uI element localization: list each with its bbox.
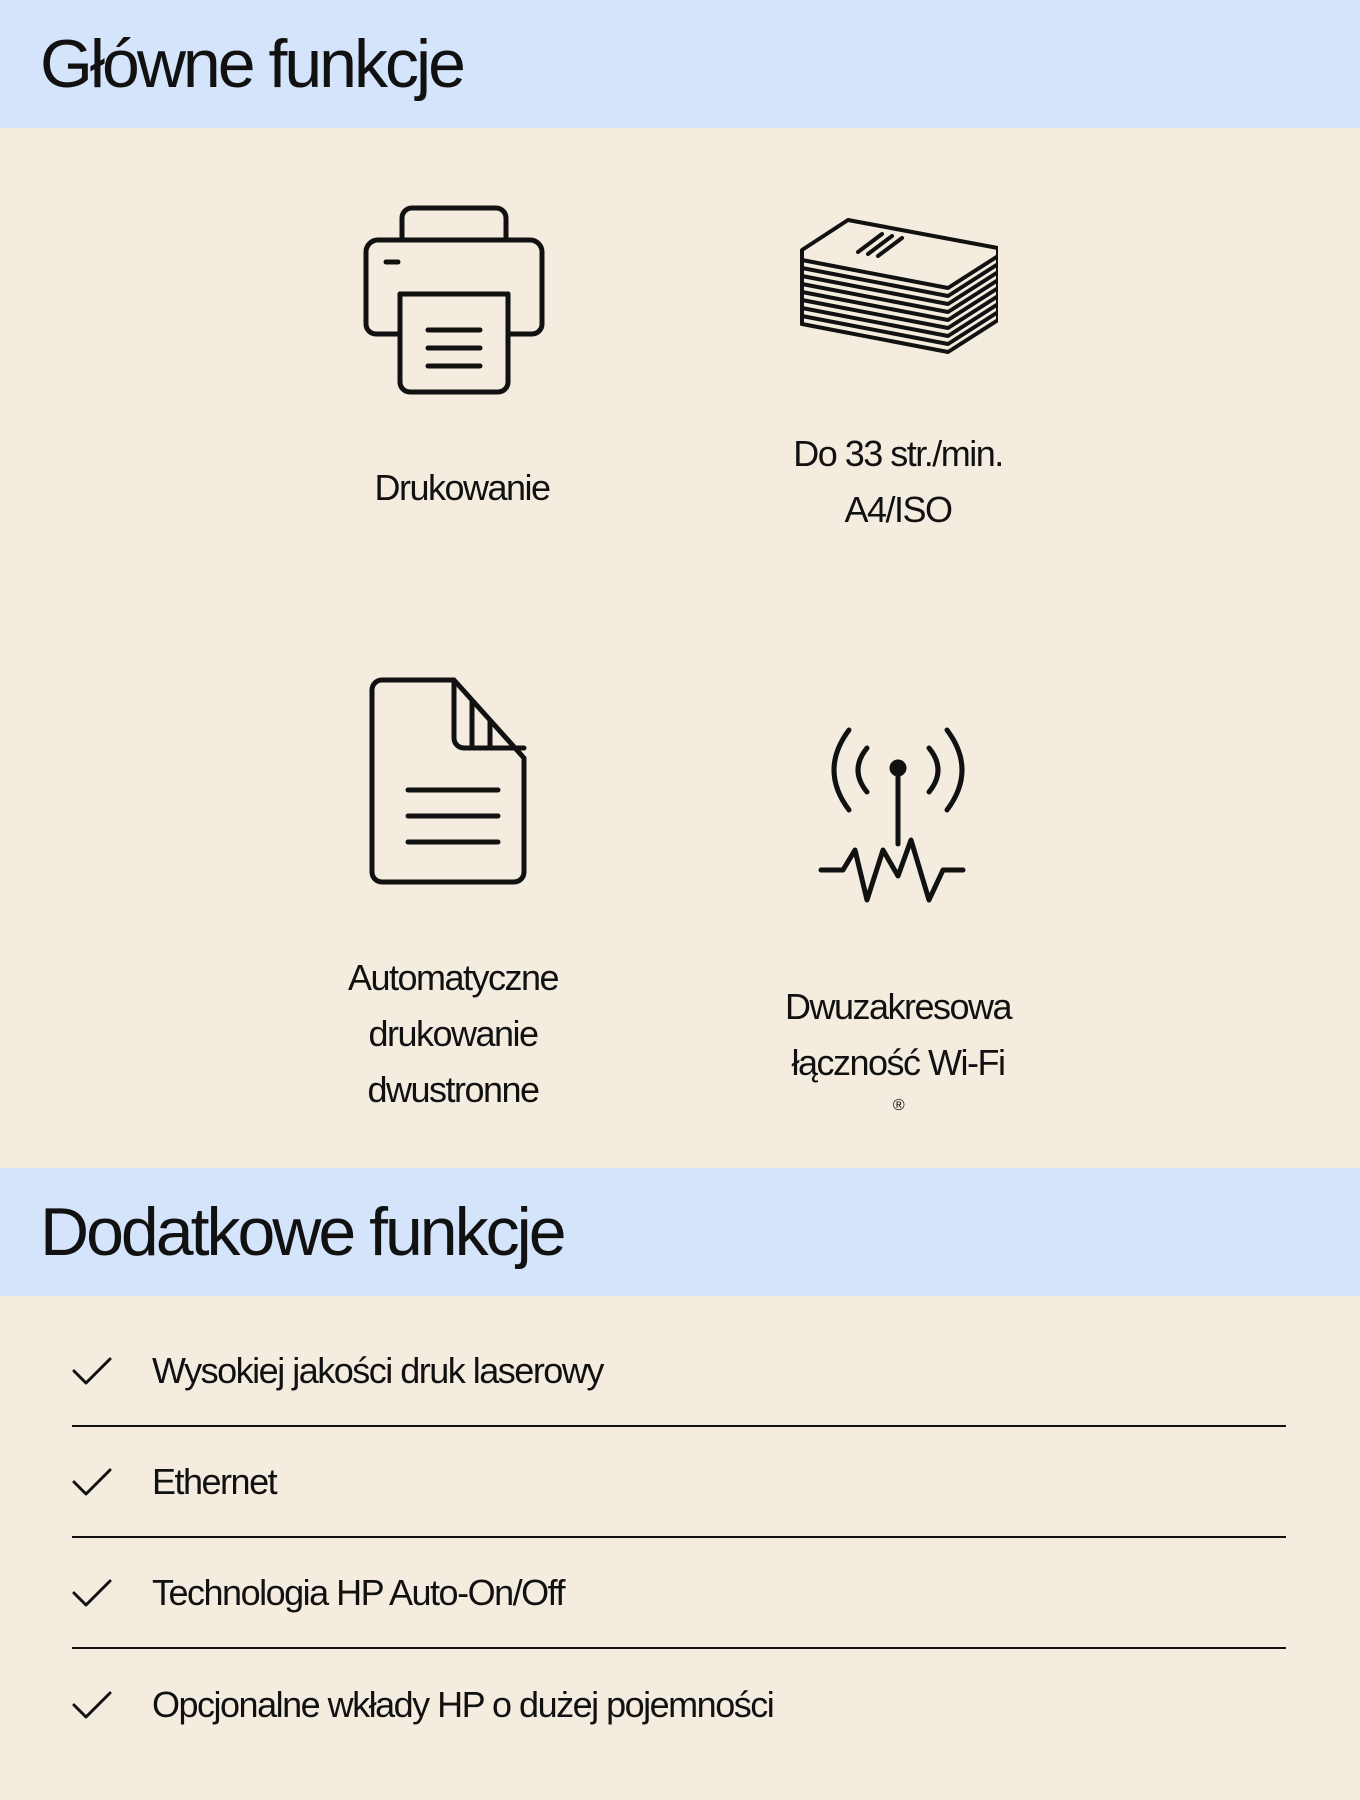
checkmark-icon — [72, 1351, 112, 1391]
feature-duplex — [283, 676, 623, 1118]
feature-speed — [728, 200, 1068, 538]
list-item-label: Technologia HP Auto-On/Off — [152, 1571, 564, 1613]
main-features-header — [0, 0, 1360, 128]
feature-printing-label: Drukowanie — [374, 467, 550, 508]
list-item-label: Wysokiej jakości druk laserowy — [152, 1349, 603, 1391]
main-features-title: Główne funkcje — [40, 26, 463, 102]
printer-icon — [362, 200, 562, 400]
feature-printing — [292, 200, 632, 516]
checkmark-icon — [72, 1573, 112, 1613]
list-item — [72, 1649, 1286, 1760]
checkmark-icon — [72, 1685, 112, 1725]
list-item — [72, 1316, 1286, 1427]
checkmark-icon — [72, 1462, 112, 1502]
feature-duplex-label: Automatyczne drukowanie dwustronne — [347, 957, 559, 1110]
list-item-label: Opcjonalne wkłady HP o dużej pojemności — [152, 1683, 774, 1725]
list-item — [72, 1427, 1286, 1538]
main-features-grid — [0, 128, 1360, 1168]
registered-mark: ® — [892, 1097, 904, 1114]
extra-features-header — [0, 1168, 1360, 1296]
list-item — [72, 1538, 1286, 1649]
extra-features-list — [72, 1316, 1286, 1760]
extra-features-title: Dodatkowe funkcje — [40, 1194, 564, 1270]
feature-speed-label: Do 33 str./min. A4/ISO — [793, 433, 1003, 530]
wireless-signal-icon — [813, 700, 983, 910]
feature-wifi-label: Dwuzakresowa łączność Wi-Fi ® — [784, 986, 1012, 1114]
paper-stack-icon — [798, 210, 998, 380]
feature-wifi — [728, 700, 1068, 1147]
document-icon — [368, 676, 538, 886]
list-item-label: Ethernet — [152, 1460, 277, 1502]
